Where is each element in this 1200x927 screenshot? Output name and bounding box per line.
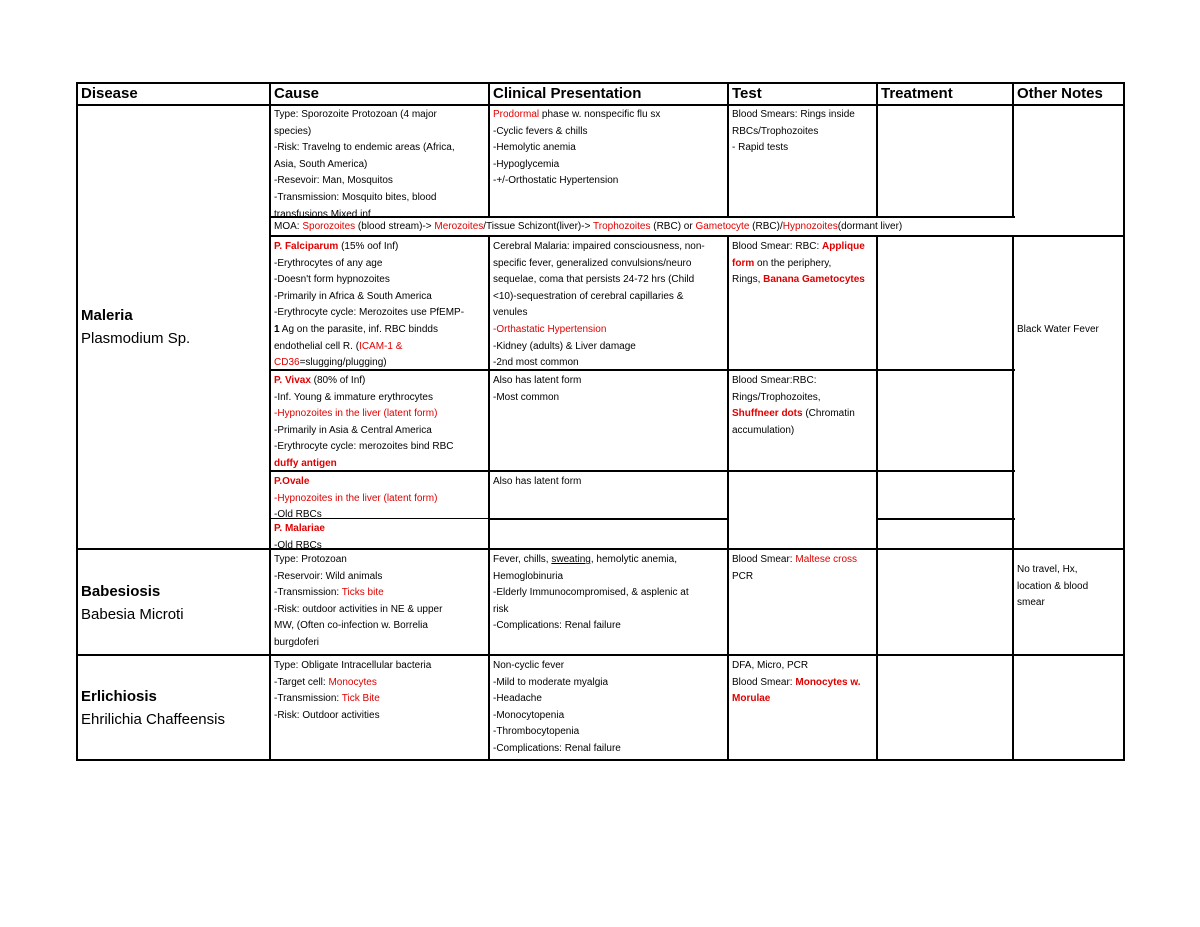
cause-line — [274, 322, 487, 339]
erlichiosis-cause — [271, 656, 487, 759]
clinical-line: -2nd most common — [493, 357, 579, 369]
cause-line — [274, 585, 487, 602]
note-line: smear — [1017, 597, 1045, 609]
test-highlight: form — [732, 257, 755, 269]
moa-stage: Trophozoites — [593, 221, 651, 232]
cause-text: endothelial cell R. ( — [274, 340, 360, 352]
test-highlight: Monocytes w. — [795, 676, 861, 688]
disease-babesiosis — [81, 580, 267, 626]
malaria-clinical — [490, 105, 726, 216]
moa-stage: Hypnozoites — [782, 221, 838, 232]
test-line: Blood Smear:RBC: — [732, 375, 817, 386]
disease-name: Erlichiosis — [81, 688, 157, 705]
cause-line — [274, 691, 487, 708]
test-text: Blood Smear: RBC: — [732, 241, 823, 252]
cause-line: -Resevoir: Man, Mosquitos — [274, 175, 393, 187]
test-text: Blood Smear: — [732, 554, 796, 565]
cause-highlight: Tick Bite — [341, 693, 380, 705]
cause-line: -Hypnozoites in the liver (latent form) — [274, 408, 438, 420]
vivax-clinical — [490, 371, 726, 470]
cause-line: -Primarily in Africa & South America — [274, 290, 432, 302]
test-highlight: Applique — [822, 241, 865, 252]
cause-line: Type: Sporozoite Protozoan (4 major — [274, 109, 437, 120]
malaria-other-notes: Black Water Fever — [1017, 324, 1099, 335]
ovale-cause — [271, 472, 487, 518]
cause-line: -Transmission: Mosquito bites, blood — [274, 191, 437, 203]
test-highlight: Maltese cross — [795, 554, 858, 565]
clinical-line: -Complications: Renal failure — [493, 742, 621, 754]
organism-name: Plasmodium Sp. — [81, 330, 191, 347]
clinical-line: sequelae, coma that persists 24-72 hrs (Child — [493, 274, 695, 286]
clinical-line: Cerebral Malaria: impaired consciousness, non- — [493, 241, 705, 252]
malaria-cause — [271, 105, 487, 216]
cause-text: Ag on the parasite, inf. RBC bindds — [279, 323, 438, 335]
species-name: P. Vivax — [274, 375, 311, 386]
moa-stage: Sporozoites — [302, 221, 356, 232]
babesiosis-clinical — [490, 550, 726, 654]
falciparum-clinical — [490, 237, 726, 369]
cause-line: burgdoferi — [274, 636, 320, 648]
cause-line: -Old RBCs — [274, 539, 322, 548]
clinical-line: Hemoglobinuria — [493, 570, 564, 582]
test-line: DFA, Micro, PCR — [732, 660, 809, 671]
cause-line: -Erythrocytes of any age — [274, 257, 383, 269]
cause-line: -Erythrocyte cycle: merozoites bind RBC — [274, 441, 454, 453]
test-text: (Chromatin — [802, 408, 855, 420]
test-text: on the periphery, — [754, 257, 832, 269]
clinical-line: -Thrombocytopenia — [493, 726, 580, 738]
clinical-line: Non-cyclic fever — [493, 660, 565, 671]
cause-line: -Risk: Travelng to endemic areas (Africa, — [274, 142, 455, 154]
cause-line: -Primarily in Asia & Central America — [274, 424, 432, 436]
clinical-line: -Cyclic fevers & chills — [493, 125, 588, 137]
cause-line — [274, 373, 487, 390]
clinical-line: -Mild to moderate myalgia — [493, 676, 609, 688]
erlichiosis-clinical — [490, 656, 726, 759]
moa-stage: Gametocyte — [695, 221, 750, 232]
babesiosis-other-notes — [1014, 560, 1122, 612]
test-line — [732, 272, 875, 289]
cause-line: Type: Protozoan — [274, 554, 347, 565]
cause-line: duffy antigen — [274, 457, 337, 469]
disease-malaria — [81, 304, 267, 350]
moa-text: (blood stream)-> — [355, 221, 435, 232]
cause-text: (15% oof Inf) — [338, 241, 399, 252]
clinical-line: -Kidney (adults) & Liver damage — [493, 340, 636, 352]
header-test: Test — [732, 85, 762, 102]
clinical-line: Also has latent form — [493, 375, 582, 386]
clinical-line: -+/-Orthostatic Hypertension — [493, 175, 619, 187]
organism-name: Babesia Microti — [81, 606, 184, 623]
clinical-line — [493, 552, 726, 569]
test-line: accumulation) — [732, 424, 795, 436]
test-line: Blood Smears: Rings inside — [732, 109, 855, 120]
disease-name: Maleria — [81, 307, 133, 324]
cause-line: MW, (Often co-infection w. Borrelia — [274, 620, 428, 632]
cause-line — [274, 355, 487, 369]
species-name: P. Falciparum — [274, 241, 339, 252]
test-line: Morulae — [732, 693, 771, 705]
cause-line: -Risk: outdoor activities in NE & upper — [274, 603, 443, 615]
header-other-notes: Other Notes — [1017, 85, 1103, 102]
species-name: P.Ovale — [274, 476, 310, 487]
moa-line — [274, 219, 1123, 235]
test-line — [732, 239, 875, 256]
cause-text: -Transmission: — [274, 693, 342, 705]
clinical-line: <10)-sequestration of cerebral capillaries & — [493, 290, 684, 302]
clinical-text: Fever, chills, — [493, 554, 552, 565]
malaria-test — [729, 105, 875, 216]
vivax-cause — [271, 371, 487, 470]
disease-name: Babesiosis — [81, 583, 161, 600]
cause-line: species) — [274, 125, 312, 137]
cause-line: -Reservoir: Wild animals — [274, 570, 383, 582]
test-text: Blood Smear: — [732, 676, 796, 688]
cause-line — [274, 339, 487, 356]
falciparum-cause — [271, 237, 487, 369]
test-line: RBCs/Trophozoites — [732, 125, 819, 137]
test-highlight: Shuffneer dots — [732, 408, 803, 420]
falciparum-test — [729, 237, 875, 369]
test-line — [732, 552, 875, 569]
cause-line: -Doesn't form hypnozoites — [274, 274, 390, 286]
test-line: PCR — [732, 570, 754, 582]
babesiosis-cause — [271, 550, 487, 654]
species-name: P. Malariae — [274, 523, 325, 534]
cause-text: -Transmission: — [274, 587, 342, 599]
disease-erlichiosis — [81, 685, 267, 731]
test-line: - Rapid tests — [732, 142, 789, 154]
clinical-line: -Elderly Immunocompromised, & asplenic at — [493, 587, 689, 599]
clinical-line: specific fever, generalized convulsions/neuro — [493, 257, 692, 269]
moa-text: (RBC)/ — [749, 221, 783, 232]
test-line: Rings/Trophozoites, — [732, 391, 821, 403]
malaria-moa — [271, 218, 1123, 235]
test-text: Rings, — [732, 274, 764, 286]
header-disease: Disease — [81, 85, 138, 102]
prodormal-term: Prodormal — [493, 109, 540, 120]
cause-text: -Target cell: — [274, 676, 329, 688]
cause-highlight: CD36 — [274, 357, 300, 369]
clinical-line: risk — [493, 603, 509, 615]
clinical-line: -Hypoglycemia — [493, 158, 560, 170]
organism-name: Ehrilichia Chaffeensis — [81, 711, 225, 728]
cause-highlight: Ticks bite — [341, 587, 384, 599]
note-line: No travel, Hx, — [1017, 564, 1078, 575]
clinical-line: -Most common — [493, 391, 560, 403]
cause-line: -Inf. Young & immature erythrocytes — [274, 391, 433, 403]
cause-line — [274, 239, 487, 256]
erlichiosis-test — [729, 656, 875, 759]
cause-line: -Hypnozoites in the liver (latent form) — [274, 492, 438, 504]
cause-line: transfusions Mixed inf — [274, 208, 371, 216]
moa-label: MOA: — [274, 221, 303, 232]
clinical-line: -Hemolytic anemia — [493, 142, 576, 154]
cause-line: Type: Obligate Intracellular bacteria — [274, 660, 432, 671]
test-line — [732, 256, 875, 273]
cause-text: (80% of Inf) — [310, 375, 366, 386]
cause-text: 1 — [274, 323, 280, 335]
note-line: location & blood — [1017, 580, 1089, 592]
clinical-text: , hemolytic anemia, — [590, 554, 677, 565]
test-line — [732, 406, 875, 423]
cause-highlight: Monocytes — [328, 676, 377, 688]
clinical-line: -Monocytopenia — [493, 709, 565, 721]
header-treatment: Treatment — [881, 85, 953, 102]
test-highlight: Banana Gametocytes — [763, 274, 865, 286]
moa-text: (RBC) or — [650, 221, 696, 232]
cause-line: -Old RBCs — [274, 509, 322, 518]
clinical-line: -Orthastatic Hypertension — [493, 323, 607, 335]
clinical-text: sweating — [551, 554, 591, 565]
clinical-text: phase w. nonspecific flu sx — [539, 109, 661, 120]
cause-line: Asia, South America) — [274, 158, 368, 170]
cause-line: -Erythrocyte cycle: Merozoites use PfEMP- — [274, 307, 465, 319]
clinical-line: venules — [493, 307, 528, 319]
header-cause: Cause — [274, 85, 320, 102]
clinical-line — [493, 107, 726, 124]
clinical-line: -Headache — [493, 693, 542, 705]
cause-line: -Risk: Outdoor activities — [274, 709, 380, 721]
cause-line — [274, 675, 487, 692]
malariae-cause — [271, 519, 487, 548]
header-clinical-presentation: Clinical Presentation — [493, 85, 642, 102]
cause-highlight: ICAM-1 & — [359, 340, 403, 352]
moa-text: (dormant liver) — [837, 221, 903, 232]
moa-text: /Tissue Schizont(liver)-> — [483, 221, 594, 232]
cause-text: =slugging/plugging) — [299, 357, 387, 369]
vivax-test — [729, 371, 875, 470]
ovale-clinical: Also has latent form — [493, 476, 582, 487]
moa-stage: Merozoites — [434, 221, 484, 232]
babesiosis-test — [729, 550, 875, 654]
clinical-line: -Complications: Renal failure — [493, 620, 621, 632]
test-line — [732, 675, 875, 692]
